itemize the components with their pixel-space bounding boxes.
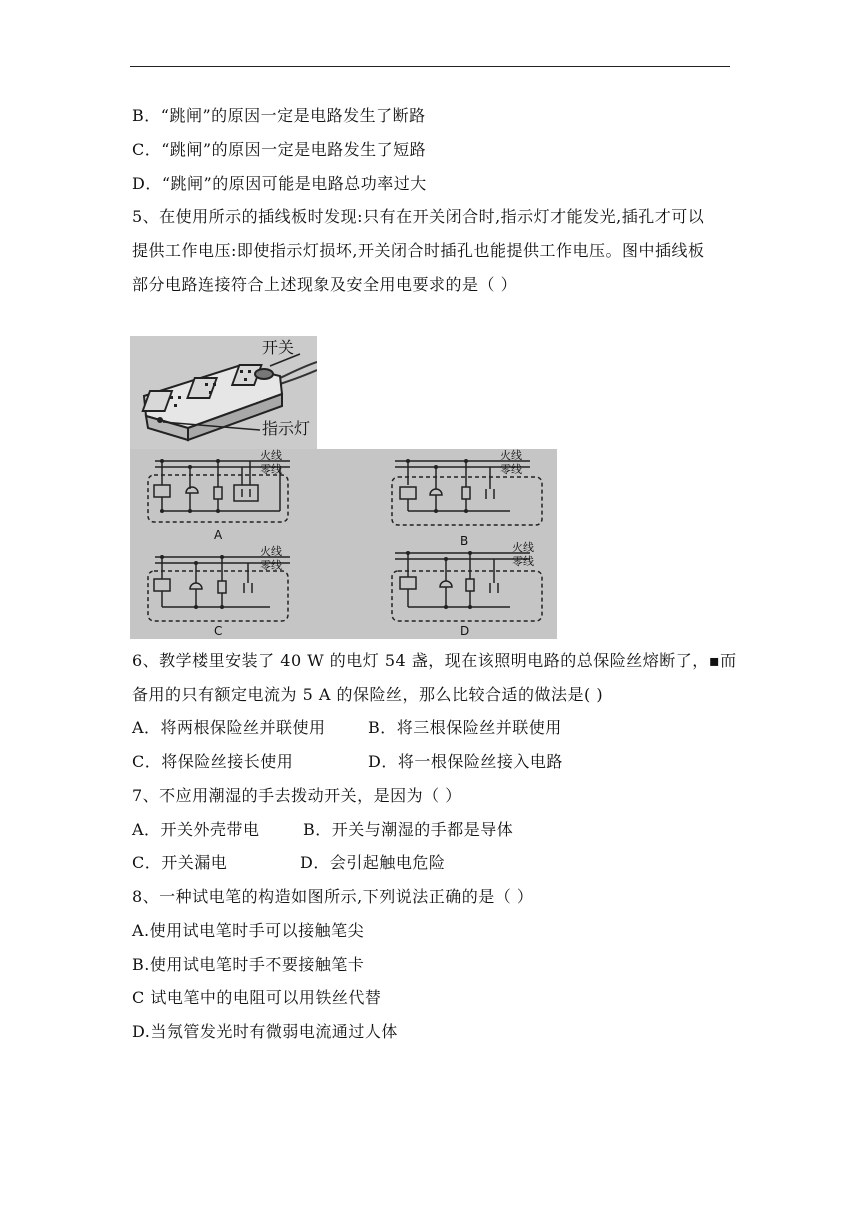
q7-stem: 7、不应用潮湿的手去拨动开关，是因为（ ） — [132, 786, 462, 805]
q8-option-b: B.使用试电笔时手不要接触笔卡 — [132, 955, 365, 974]
q5-stem-line-1: 5、在使用所示的插线板时发现:只有在开关闭合时,指示灯才能发光,插孔才可以 — [132, 207, 705, 226]
q8-option-d: D.当氖管发光时有微弱电流通过人体 — [132, 1022, 398, 1041]
option-a-label: A — [214, 528, 223, 542]
q6-option-d: D．将一根保险丝接入电路 — [368, 752, 563, 771]
q7-options-row-1 — [132, 820, 513, 840]
circuit-options-diagram — [130, 449, 557, 639]
q4-option-c: C．“跳闸”的原因一定是电路发生了短路 — [132, 140, 427, 159]
d-live-label: 火线 — [512, 541, 534, 554]
q6-options-row-1 — [132, 718, 562, 738]
a-neutral-label: 零线 — [260, 463, 282, 476]
b-neutral-label: 零线 — [500, 463, 522, 476]
q6-options-row-2 — [132, 752, 563, 772]
q6-option-b: B．将三根保险丝并联使用 — [368, 718, 562, 737]
indicator-label: 指示灯 — [262, 419, 311, 438]
q7-options-row-2 — [132, 853, 445, 873]
q7-option-a: A．开关外壳带电 — [132, 820, 260, 839]
c-neutral-label: 零线 — [260, 559, 282, 572]
a-live-label: 火线 — [260, 449, 282, 462]
q7-option-d: D．会引起触电危险 — [300, 853, 446, 872]
q7-option-c: C．开关漏电 — [132, 853, 228, 872]
d-neutral-label: 零线 — [512, 555, 534, 568]
q8-option-a: A.使用试电笔时手可以接触笔尖 — [132, 921, 365, 940]
q5-stem-line-2: 提供工作电压:即使指示灯损坏,开关闭合时插孔也能提供工作电压。图中插线板 — [132, 241, 705, 260]
q6-stem-line-2: 备用的只有额定电流为 5 A 的保险丝，那么比较合适的做法是( ) — [132, 685, 604, 704]
option-c-label: C — [214, 624, 223, 638]
switch-label: 开关 — [262, 338, 295, 357]
option-b-label: B — [460, 534, 469, 548]
c-live-label: 火线 — [260, 545, 282, 558]
q8-option-c: C 试电笔中的电阻可以用铁丝代替 — [132, 988, 382, 1007]
b-live-label: 火线 — [500, 449, 522, 462]
q5-figure — [130, 336, 557, 639]
q6-stem-line-1: 6、教学楼里安装了 40 W 的电灯 54 盏，现在该照明电路的总保险丝熔断了，▪而 — [132, 651, 737, 670]
q5-stem-line-3: 部分电路连接符合上述现象及安全用电要求的是（ ） — [132, 275, 518, 294]
q6-option-a: A．将两根保险丝并联使用 — [132, 718, 326, 737]
q4-option-b: B．“跳闸”的原因一定是电路发生了断路 — [132, 106, 426, 125]
q7-option-b: B．开关与潮湿的手都是导体 — [303, 820, 514, 839]
q8-stem: 8、一种试电笔的构造如图所示,下列说法正确的是（ ） — [132, 887, 534, 906]
header-rule — [130, 66, 730, 67]
power-strip-photo — [130, 336, 317, 451]
q6-option-c: C．将保险丝接长使用 — [132, 752, 294, 771]
q4-option-d: D．“跳闸”的原因可能是电路总功率过大 — [132, 174, 427, 193]
option-d-label: D — [460, 624, 470, 638]
